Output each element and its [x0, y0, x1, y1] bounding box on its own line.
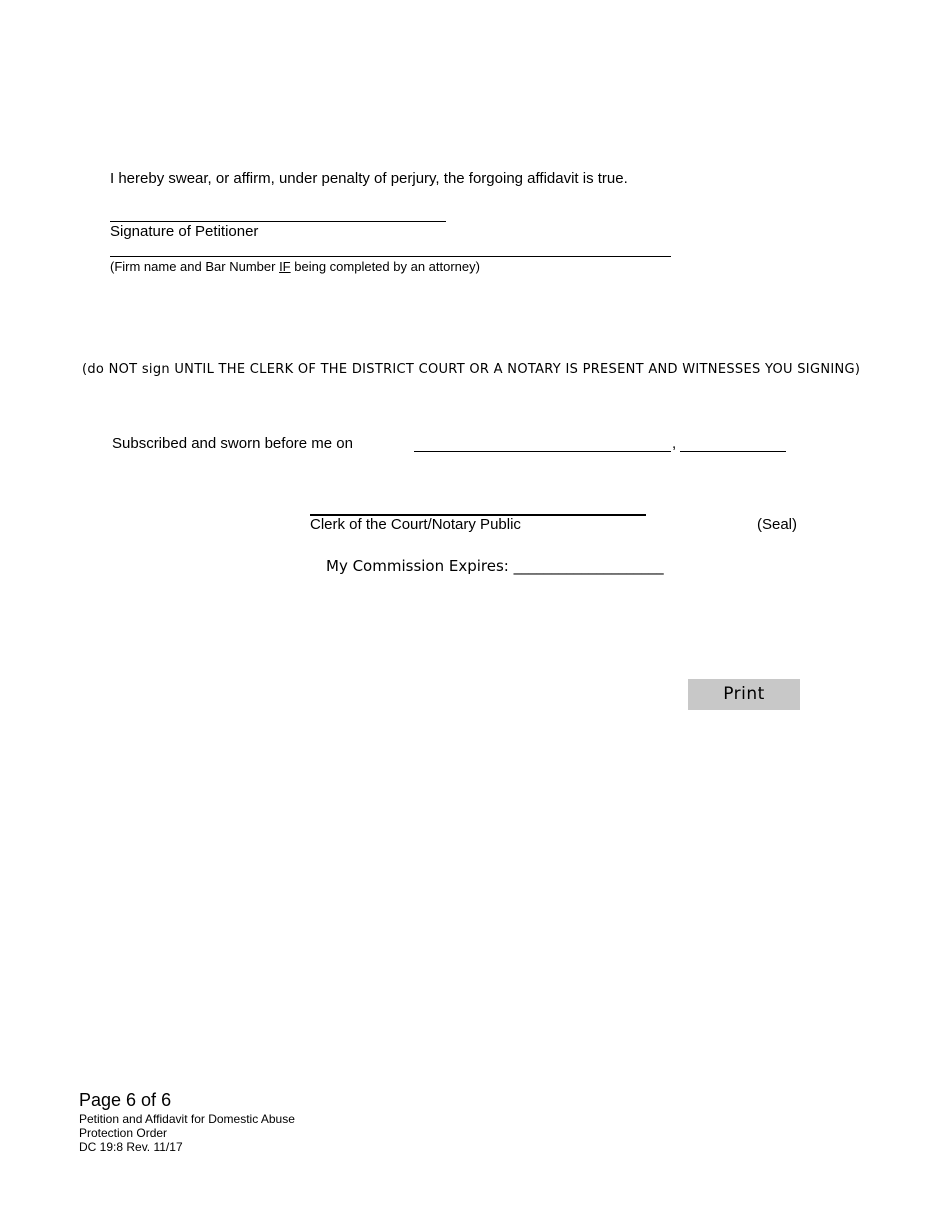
- sworn-year-line[interactable]: [680, 451, 786, 452]
- subscribed-label: Subscribed and sworn before me on: [112, 435, 353, 452]
- form-title-line2: Protection Order: [79, 1126, 168, 1140]
- print-button[interactable]: Print: [688, 679, 800, 710]
- page-number: Page 6 of 6: [79, 1090, 172, 1110]
- firm-name-line[interactable]: [110, 256, 671, 257]
- commission-expires[interactable]: My Commission Expires: ____________________: [326, 557, 664, 575]
- signing-warning: (do NOT sign UNTIL THE CLERK OF THE DISTRICT COURT OR A NOTARY IS PRESENT AND WITNESSES YOU SIGNING): [82, 362, 861, 377]
- firm-label-if: IF: [279, 259, 291, 274]
- date-separator: ,: [672, 435, 677, 452]
- clerk-label: Clerk of the Court/Notary Public: [310, 516, 521, 533]
- seal-label: (Seal): [757, 516, 798, 533]
- form-title-line1: Petition and Affidavit for Domestic Abuse: [79, 1112, 295, 1126]
- firm-name-label: [110, 259, 480, 274]
- form-code: DC 19:8 Rev. 11/17: [79, 1140, 183, 1154]
- sworn-date-line[interactable]: [414, 451, 671, 452]
- signature-label: Signature of Petitioner: [110, 223, 259, 240]
- firm-label-suffix: being completed by an attorney): [290, 259, 480, 274]
- signature-line[interactable]: [110, 221, 446, 222]
- affidavit-statement: I hereby swear, or affirm, under penalty of perjury, the forgoing affidavit is true.: [110, 170, 628, 187]
- firm-label-prefix: (Firm name and Bar Number: [110, 259, 280, 274]
